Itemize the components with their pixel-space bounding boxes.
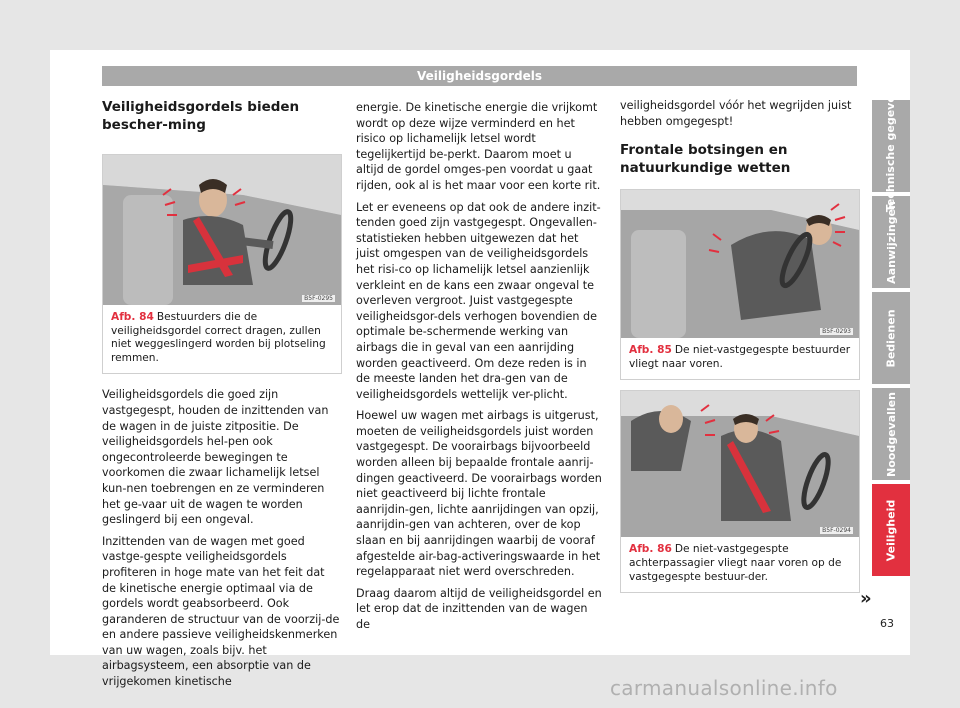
paragraph: Inzittenden van de wagen met goed vastge-gespte veiligheidsgordels profiteren in hoge mate van het feit dat de kinetische energie optimaal via de gordels wordt geabsorbeerd. Ook garanderen de structuur van de voorzij-de en andere passieve veiligheidskenmerken van uw wagen, zoals bijv. het airbagsysteem, een absorptie van de vrijgekomen kinetische [102, 534, 340, 689]
figure-code: B5F-0294 [822, 527, 851, 535]
tab-label: Noodgevallen [884, 391, 898, 477]
column-2 [356, 100, 602, 633]
continue-arrow-icon[interactable]: » [860, 588, 872, 609]
tab-noodgevallen[interactable] [872, 388, 910, 480]
paragraph: Veiligheidsgordels die goed zijn vastgegespt, houden de inzittenden van de wagen in de juiste zitpositie. De veiligheidsgordels hel-pen ook ongecontroleerde bewegingen te voorkomen die zwaar lichamelijk letsel kun-nen toebrengen en ze verminderen het ge-vaar uit de wagen te worden geslingerd bij een ongeval. [102, 388, 329, 527]
figure-code: B5F-0295 [304, 295, 333, 302]
figure-caption [621, 338, 859, 379]
figure-caption [621, 537, 859, 592]
paragraph: Draag daarom altijd de veiligheidsgordel en let erop dat de inzittenden van de wagen de [356, 586, 602, 631]
paragraph: Hoewel uw wagen met airbags is uitgerust, moeten de veiligheidsgordels juist worden vastgegespt. De voorairbags bijvoorbeeld worden alleen bij bepaalde frontale aanrij-dingen geactiveerd. De voorairbags worden niet geactiveerd bij lichte frontale aanrijdin-gen, lichte aanrijdingen van opzij, aanrijdin-gen van achteren, over de kop slaan en bij aanrijdingen waarbij de vooraf afgestelde air-bag-activeringswaarde in het regelapparaat niet werd overschreden. [356, 409, 602, 579]
section-heading: Frontale botsingen en natuurkundige wetten [620, 142, 791, 177]
figure-number: Afb. 85 [629, 344, 672, 357]
figure-number: Afb. 84 [111, 311, 154, 323]
figure-84 [102, 154, 342, 374]
figure-85 [620, 189, 860, 380]
figure-caption [103, 305, 341, 373]
tab-label: Bedienen [884, 308, 898, 368]
photo-driver-belted [103, 155, 341, 305]
tab-technische-gegevens[interactable] [872, 80, 910, 212]
photo-driver-unbelted [621, 190, 859, 338]
paragraph: Let er eveneens op dat ook de andere inzit-tenden goed zijn vastgegespt. Ongevallen-statistieken hebben uitgewezen dat het juist omgespen van de veiligheidsgordels het risi-co op lichamelijk letsel aanzienlijk verkleint en de kans een zwaar ongeval te overleven vergroot. Juist vastgegespte veiligheidsgor-dels verhogen bovendien de optimale be-schermende werking van airbags die in geval van een aanrijding worden geactiveerd. Om deze reden is in de meeste landen het dra-gen van de veiligheidsgordels wettelijk ver-plicht. [356, 200, 601, 401]
tab-label: Veiligheid [884, 499, 898, 561]
tab-label: Technische gegevens [884, 80, 898, 212]
paragraph: veiligheidsgordel vóór het wegrijden juist hebben omgegespt! [620, 99, 852, 128]
section-heading: Veiligheidsgordels bieden bescher-ming [102, 99, 300, 133]
figure-number: Afb. 86 [629, 543, 672, 556]
caption-text: De niet-vastgegespte bestuurder vliegt naar voren. [629, 344, 851, 370]
caption-text: Bestuurders die de veiligheidsgordel correct dragen, zullen niet weggeslingerd worden bij plotseling remmen. [111, 311, 326, 364]
tab-veiligheid[interactable] [872, 484, 910, 576]
chapter-tabs [872, 80, 910, 580]
caption-text: De niet-vastgegespte achterpassagier vliegt naar voren op de vastgegespte bestuur-der. [629, 543, 842, 583]
photo-rear-passenger [621, 391, 859, 537]
paragraph: energie. De kinetische energie die vrijkomt wordt op deze wijze verminderd en het risico op lichamelijk letsel wordt tegelijkertijd be-perkt. Daarom moet u altijd de gordel omges-pen voordat u gaat rijden, ook al is het maar voor een korte rit. [356, 101, 601, 192]
page-number: 63 [880, 617, 894, 630]
watermark: carmanualsonline.info [610, 676, 838, 700]
figure-code: B5F-0293 [822, 328, 851, 336]
section-header: Veiligheidsgordels [102, 66, 857, 86]
tab-bedienen[interactable] [872, 292, 910, 384]
figure-86 [620, 390, 860, 593]
column-3 [620, 98, 860, 593]
tab-aanwijzingen[interactable] [872, 196, 910, 288]
tab-label: Aanwijzingen [884, 200, 898, 284]
column-1 [102, 98, 342, 690]
